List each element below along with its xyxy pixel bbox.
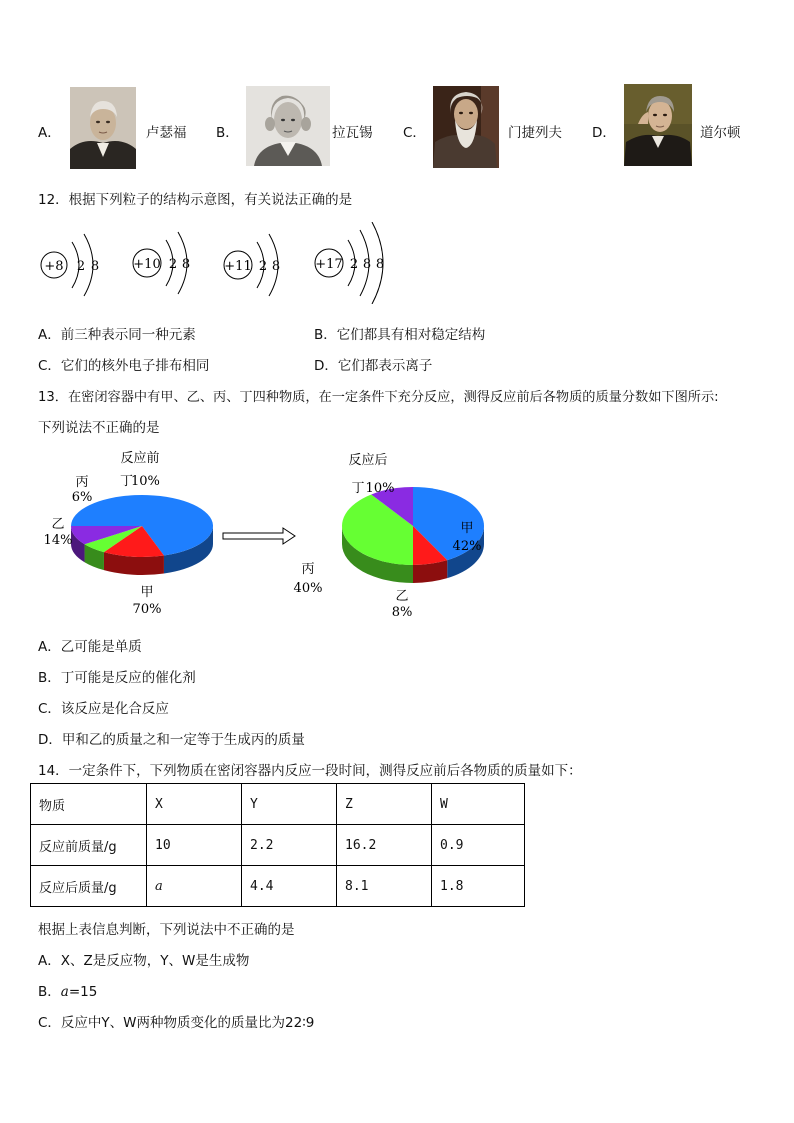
pie-2-label-ding: 丁 [351, 481, 365, 496]
q13-pie-charts [30, 440, 500, 630]
pie-2-value-jia: 42% [452, 539, 482, 554]
portrait-dalton-image [624, 84, 692, 166]
q14-option-b [38, 980, 97, 1000]
q14-option-c: C．反应中Y、W两种物质变化的质量比为22∶9 [38, 1015, 315, 1031]
q13-stem-line-1: 13．在密闭容器中有甲、乙、丙、丁四种物质，在一定条件下充分反应，测得反应前后各物质的质量分数如下图所示: [38, 390, 719, 405]
q11-option-a-letter: A． [38, 125, 61, 141]
pie-1-title: 反应前 [120, 451, 160, 466]
pie-2-title: 反应后 [348, 453, 388, 468]
particle-3-shell-1: 2 [258, 259, 268, 274]
table-cell: 反应前质量/g [31, 825, 147, 866]
q11-option-a-name: 卢瑟福 [146, 125, 187, 141]
portrait-lavoisier-image [246, 86, 330, 166]
table-header-cell: W [432, 784, 525, 825]
particle-4-diagram [315, 222, 384, 304]
particle-2-shell-1: 2 [168, 257, 178, 272]
table-cell: 8.1 [337, 866, 432, 907]
table-cell: 反应后质量/g [31, 866, 147, 907]
table-header-cell: Y [242, 784, 337, 825]
pie-1-value-yi: 14% [43, 533, 73, 548]
pie-2-label-jia: 甲 [460, 521, 474, 536]
table-cell: 4.4 [242, 866, 337, 907]
q14-option-b-letter: B． [38, 984, 61, 1000]
pie-2-label-bing: 丙 [301, 562, 315, 577]
particle-1-shell-2: 8 [90, 259, 100, 274]
pie-2-value-bing: 40% [293, 581, 323, 596]
pie-1-label-ding: 丁 [120, 474, 134, 489]
pie-2-value-ding: 10% [365, 481, 395, 496]
q12-option-a: A．前三种表示同一种元素 [38, 327, 196, 343]
pie-1-value-ding: 10% [131, 474, 160, 489]
particle-2-diagram [133, 232, 190, 294]
q14-option-b-value: =15 [68, 984, 98, 1000]
q12-option-b: B．它们都具有相对稳定结构 [314, 327, 486, 343]
pie-1-label-jia: 甲 [140, 585, 154, 600]
q12-option-d: D．它们都表示离子 [314, 358, 433, 374]
table-cell: 2.2 [242, 825, 337, 866]
particle-4-nucleus: +17 [315, 257, 343, 272]
table-row [31, 825, 525, 866]
particle-4-shell-3: 8 [375, 257, 385, 272]
particle-1-diagram [41, 234, 99, 296]
pie-1-value-jia: 70% [132, 602, 162, 617]
particle-3-shell-2: 8 [271, 259, 281, 274]
pie-2-label-yi: 乙 [395, 589, 409, 604]
q12-structure-diagrams [36, 222, 436, 304]
q11-option-d-name: 道尔顿 [700, 125, 741, 141]
q13-option-b: B．丁可能是反应的催化剂 [38, 670, 196, 686]
q13-option-c: C．该反应是化合反应 [38, 701, 169, 717]
q11-option-c-letter: C． [403, 125, 426, 141]
portrait-rutherford-image [70, 87, 136, 169]
table-header-row [31, 784, 525, 825]
table-header-cell: Z [337, 784, 432, 825]
table-row [31, 866, 525, 907]
q11-option-c-name: 门捷列夫 [508, 125, 562, 141]
pie-1-label-yi: 乙 [51, 517, 65, 532]
particle-1-shell-1: 2 [76, 259, 86, 274]
q13-stem-line-2: 下列说法不正确的是 [38, 420, 160, 436]
particle-3-diagram [224, 234, 280, 296]
q14-mass-table [30, 783, 525, 907]
table-cell: a [147, 866, 242, 907]
table-cell: 16.2 [337, 825, 432, 866]
portrait-mendeleev-image [433, 86, 499, 168]
q14-stem: 14．一定条件下，下列物质在密闭容器内反应一段时间，测得反应前后各物质的质量如下： [38, 763, 582, 779]
q12-option-c: C．它们的核外电子排布相同 [38, 358, 210, 374]
table-header-cell: 物质 [31, 784, 147, 825]
pie-1-label-bing: 丙 [75, 475, 89, 490]
q12-stem: 12．根据下列粒子的结构示意图，有关说法正确的是 [38, 192, 353, 208]
particle-2-shell-2: 8 [181, 257, 191, 272]
particle-4-shell-2: 8 [362, 257, 372, 272]
pie-2-value-yi: 8% [391, 605, 413, 620]
q11-option-d-letter: D． [592, 125, 616, 141]
q13-option-a: A．乙可能是单质 [38, 639, 142, 655]
particle-3-nucleus: +11 [224, 259, 252, 274]
pie-1-slices [71, 495, 213, 575]
particle-4-shell-1: 2 [349, 257, 359, 272]
q14-option-b-variable: a [60, 984, 69, 1000]
particle-2-nucleus: +10 [133, 257, 161, 272]
q14-after-text: 根据上表信息判断，下列说法中不正确的是 [38, 922, 295, 938]
pie-1-value-bing: 6% [71, 490, 93, 505]
table-cell: 0.9 [432, 825, 525, 866]
arrow-right-icon [223, 528, 295, 544]
q11-option-b-letter: B． [216, 125, 239, 141]
table-header-cell: X [147, 784, 242, 825]
q14-option-a: A．X、Z是反应物，Y、W是生成物 [38, 953, 250, 969]
table-cell: 10 [147, 825, 242, 866]
table-cell: 1.8 [432, 866, 525, 907]
q13-option-d: D．甲和乙的质量之和一定等于生成丙的质量 [38, 732, 305, 748]
particle-1-nucleus: +8 [44, 259, 64, 274]
q11-option-b-name: 拉瓦锡 [332, 125, 373, 141]
